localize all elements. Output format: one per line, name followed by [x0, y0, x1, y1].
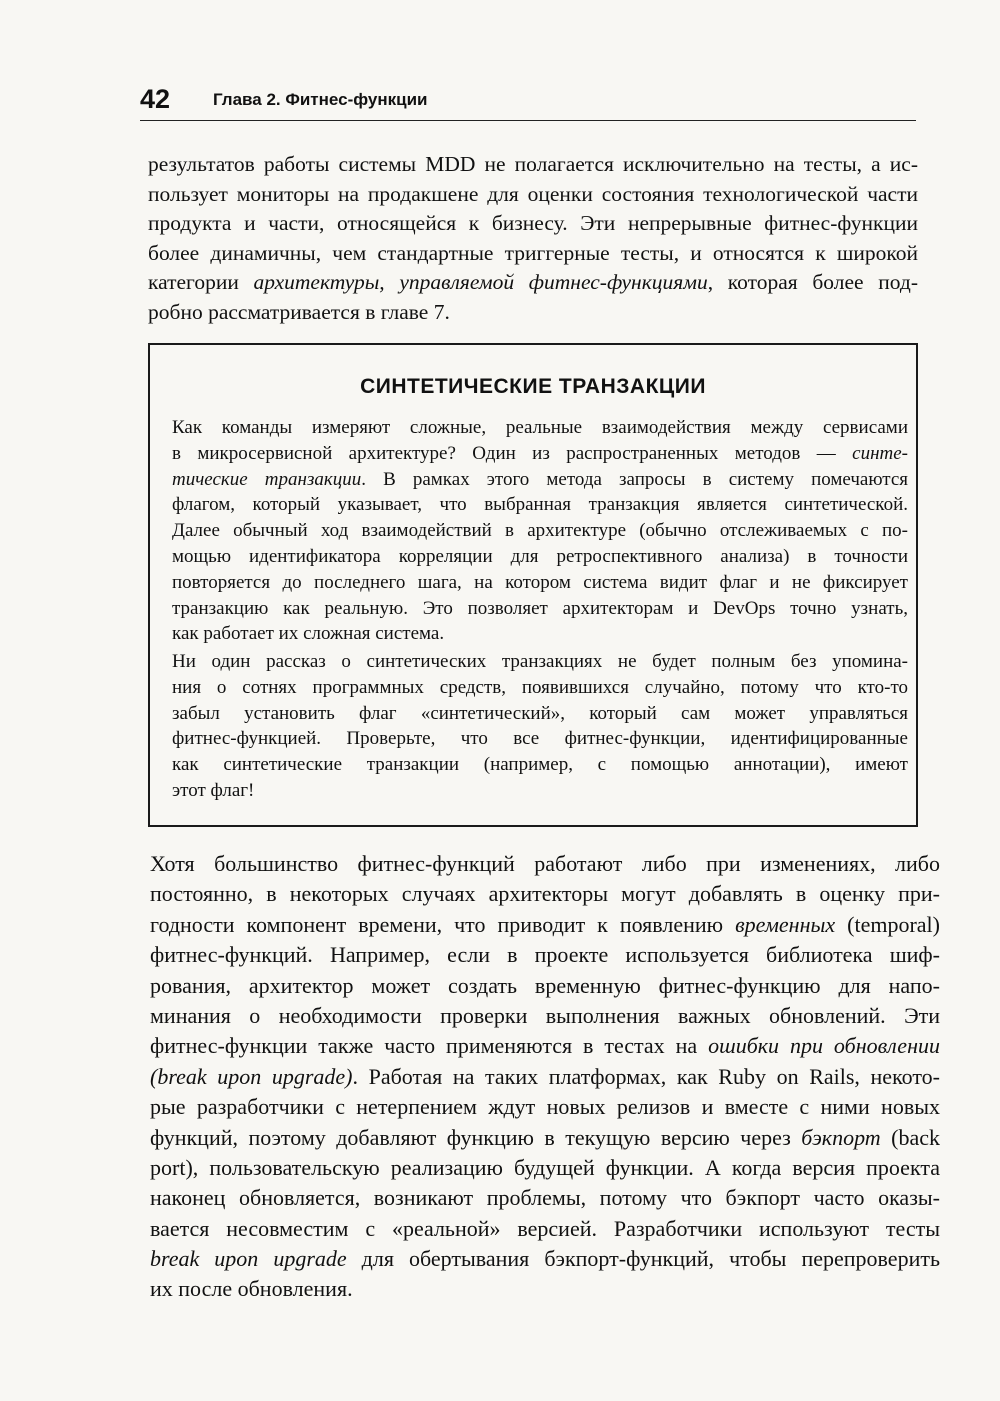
- italic-term: временных: [735, 911, 836, 937]
- text-line: [148, 180, 918, 210]
- text-line: [172, 621, 908, 647]
- chapter-title: Глава 2. Фитнес-функции: [213, 90, 428, 109]
- text-run: функций, поэтому добавляют функцию в текущую версию через: [150, 1124, 802, 1150]
- text-run: в микросервисной архитектуре? Один из распространенных методов —: [172, 442, 853, 464]
- text-line: [172, 596, 908, 622]
- text-line: [148, 268, 918, 298]
- text-run: , которая более под-: [707, 270, 918, 294]
- italic-term: тические транзакции: [172, 468, 362, 490]
- sidebar-title: СИНТЕТИЧЕСКИЕ ТРАНЗАКЦИИ: [360, 375, 706, 398]
- text-line: [172, 415, 908, 441]
- text-run: флагом, который указывает, что выбранная транзакция является синтетической.: [172, 494, 908, 516]
- text-run: Хотя большинство фитнес-функций работают либо при изменениях, либо: [150, 851, 940, 876]
- text-line: [172, 544, 908, 570]
- text-run: фитнес-функцией. Проверьте, что все фитнес-функции, идентифицированные: [172, 728, 908, 750]
- text-run: для обертывания бэкпорт-функций, чтобы перепроверить: [346, 1246, 940, 1272]
- top-paragraph: [148, 150, 918, 327]
- text-line: [150, 1214, 940, 1244]
- text-run: фитнес-функций. Например, если в проекте используется библиотека шиф-: [150, 942, 940, 968]
- text-run: (temporal): [835, 911, 940, 937]
- running-header: [140, 82, 916, 122]
- sidebar-paragraph-2: [172, 649, 908, 804]
- text-line: [150, 1183, 940, 1213]
- text-line: [172, 752, 908, 778]
- text-run: как синтетические транзакции (например, с помощью аннотации), имеют: [172, 754, 908, 776]
- text-line: [148, 209, 918, 239]
- text-line: [150, 879, 940, 909]
- bottom-paragraph: [150, 849, 940, 1305]
- text-run: port), пользовательскую реализацию будущей функции. А когда версия проекта: [150, 1154, 940, 1180]
- text-line: [150, 971, 940, 1001]
- text-line: [172, 570, 908, 596]
- text-line: [150, 1244, 940, 1274]
- text-run: . В рамках этого метода запросы в систему помечаются: [361, 468, 909, 490]
- italic-term: (break upon upgrade): [150, 1063, 353, 1089]
- text-line: [148, 150, 918, 180]
- text-run: продукта и части, относящейся к бизнесу. Эти непрерывные фитнес-функции: [148, 211, 918, 235]
- text-line: [172, 441, 908, 467]
- text-run: категории: [148, 270, 254, 294]
- text-line: [150, 1153, 940, 1183]
- text-run: рования, архитектор может создать временную фитнес-функцию для напо-: [150, 972, 940, 998]
- text-run: годности компонент времени, что приводит к появлению: [150, 911, 736, 937]
- italic-term: синте-: [852, 442, 908, 464]
- text-run: рые разработчики с нетерпением ждут новых релизов и вместе с ними новых: [150, 1094, 940, 1120]
- text-run: минания о необходимости проверки выполнения важных обновлений. Эти: [150, 1002, 940, 1028]
- text-run: Ни один рассказ о синтетических транзакциях не будет полным без упомина-: [172, 651, 908, 672]
- text-line: [150, 1001, 940, 1031]
- text-run: более динамичны, чем стандартные триггерные тесты, и относятся к широкой: [148, 240, 918, 265]
- text-run: пользует мониторы на продакшене для оценки состояния технологической части: [148, 181, 918, 206]
- text-run: (back: [880, 1124, 940, 1150]
- text-line: [172, 649, 908, 675]
- text-line: [172, 492, 908, 518]
- text-line: [150, 910, 940, 940]
- text-run: постоянно, в некоторых случаях архитекторы могут добавлять в оценку при-: [150, 881, 940, 907]
- italic-term: ошибки при обновлении: [708, 1033, 940, 1059]
- text-line: [150, 1274, 940, 1304]
- text-line: [172, 518, 908, 544]
- text-run: этот флаг!: [172, 779, 255, 801]
- text-line: [150, 940, 940, 970]
- sidebar-paragraph-1: [172, 415, 908, 647]
- text-line: [172, 726, 908, 752]
- italic-term: архитектуры, управляемой фитнес-функциями: [253, 270, 708, 294]
- text-run: наконец обновляется, возникают проблемы, потому что бэкпорт часто оказы-: [150, 1185, 940, 1211]
- text-line: [172, 778, 908, 804]
- page-number: 42: [140, 84, 171, 114]
- text-line: [148, 298, 918, 328]
- sidebar-box: [148, 343, 918, 827]
- text-run: . Работая на таких платформах, как Ruby on Rails, некото-: [352, 1063, 940, 1089]
- text-run: мощью идентификатора корреляции для ретроспективного анализа) в точности: [172, 545, 908, 567]
- text-run: Как команды измеряют сложные, реальные взаимодействия между сервисами: [172, 417, 908, 438]
- text-run: повторяется до последнего шага, на котором система видит флаг и не фиксирует: [172, 571, 908, 593]
- italic-term: break upon upgrade: [150, 1246, 347, 1272]
- text-run: фитнес-функции также часто применяются в тестах на: [150, 1033, 709, 1059]
- text-run: ния о сотнях программных средств, появившихся случайно, потому что кто-то: [172, 676, 908, 698]
- text-line: [150, 1092, 940, 1122]
- text-line: [150, 849, 940, 879]
- text-line: [172, 675, 908, 701]
- text-run: вается несовместим с «реальной» версией. Разработчики используют тесты: [150, 1215, 940, 1241]
- text-run: робно рассматривается в главе 7.: [148, 299, 450, 324]
- text-run: забыл установить флаг «синтетический», который сам может управляться: [172, 702, 908, 724]
- header-rule: [140, 120, 916, 121]
- text-line: [172, 467, 908, 493]
- text-line: [150, 1062, 940, 1092]
- text-run: результатов работы системы MDD не полагается исключительно на тесты, а ис-: [148, 152, 918, 176]
- text-line: [148, 239, 918, 269]
- text-run: как работает их сложная система.: [172, 623, 445, 645]
- italic-term: бэкпорт: [801, 1124, 881, 1150]
- text-line: [150, 1031, 940, 1061]
- text-run: транзакцию как реальную. Это позволяет архитекторам и DevOps точно узнать,: [172, 597, 908, 619]
- text-run: их после обновления.: [150, 1276, 353, 1302]
- text-line: [172, 701, 908, 727]
- text-line: [150, 1123, 940, 1153]
- text-run: Далее обычный ход взаимодействий в архитектуре (обычно отслеживаемых с по-: [172, 520, 908, 542]
